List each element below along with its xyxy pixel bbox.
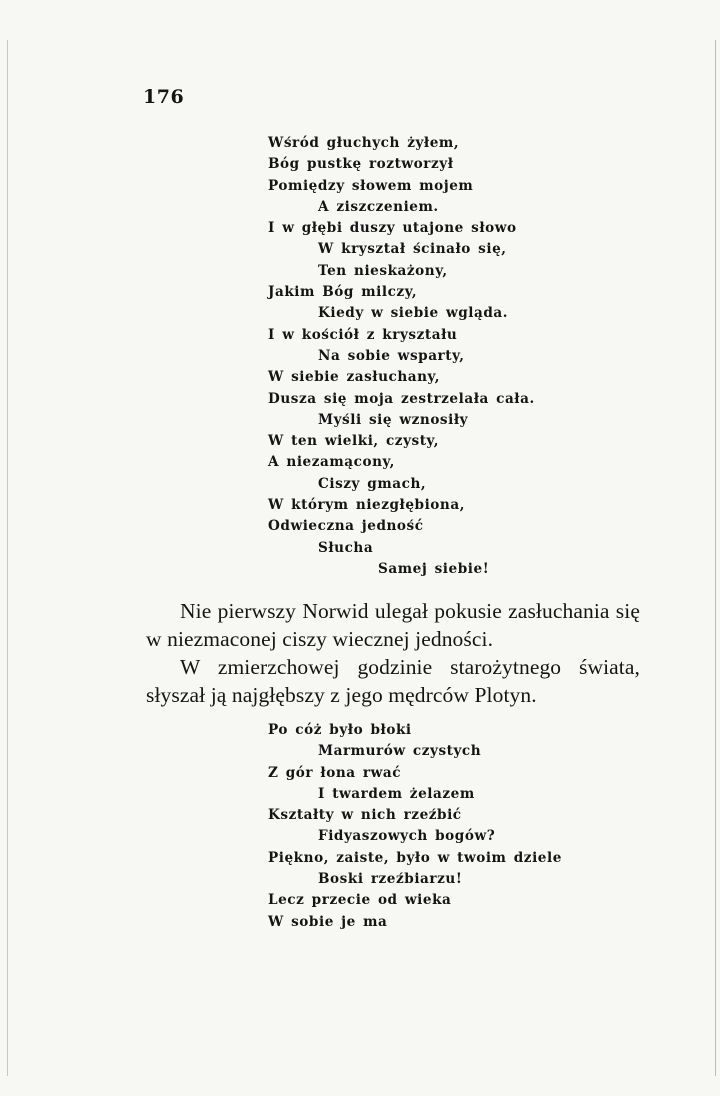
verse-line: Ten nieskażony, — [318, 262, 448, 279]
verse-line: Ciszy gmach, — [318, 475, 427, 492]
verse-line: Kształty w nich rzeźbić — [268, 807, 462, 824]
verse-line: Po cóż było błoki — [268, 722, 412, 738]
verse-line: Bóg pustkę roztworzył — [268, 156, 454, 173]
verse-line: Dusza się moja zestrzelała cała. — [268, 390, 535, 407]
verse-line: Samej siebie! — [378, 560, 490, 577]
left-page-edge — [7, 40, 8, 1076]
verse-line: A ziszczeniem. — [318, 198, 439, 215]
prose-body — [146, 597, 640, 709]
verse-line: Odwieczna jedność — [268, 518, 424, 535]
verse-line: Myśli się wznosiły — [318, 411, 469, 428]
verse-line: Marmurów czystych — [318, 743, 482, 760]
verse-line: I twardem żelazem — [318, 785, 475, 802]
verse-line: Słucha — [318, 539, 374, 556]
prose-paragraph: W zmierzchowej godzinie starożytnego świata, słyszał ją najgłębszy z jego mędrców Plotyn. — [146, 655, 640, 707]
verse-line: I w głębi duszy utajone słowo — [268, 220, 517, 237]
verse-line: Wśród głuchych żyłem, — [268, 135, 460, 151]
verse-line: Pomiędzy słowem mojem — [268, 177, 474, 194]
verse-line: Fidyaszowych bogów? — [318, 828, 496, 845]
verse-line: W ten wielki, czysty, — [268, 433, 439, 450]
poem-stanza-2 — [268, 720, 562, 933]
verse-line: I w kościół z kryształu — [268, 326, 458, 343]
verse-line: A niezamącony, — [268, 454, 395, 471]
verse-line: W którym niezgłębiona, — [268, 497, 466, 514]
right-page-edge — [715, 40, 716, 1076]
verse-line: Jakim Bóg milczy, — [268, 284, 418, 301]
verse-line: Boski rzeźbiarzu! — [318, 871, 463, 888]
verse-line: Kiedy w siebie wgląda. — [318, 305, 509, 322]
verse-line: Z gór łona rwać — [268, 764, 402, 781]
verse-line: Lecz przecie od wieka — [268, 892, 452, 909]
verse-line: W sobie je ma — [268, 913, 388, 930]
prose-paragraph: Nie pierwszy Norwid ulegał pokusie zasłuchania się w niezmaconej ciszy wiecznej jedności. — [146, 599, 640, 651]
verse-line: W siebie zasłuchany, — [268, 369, 440, 386]
page-number: 176 — [143, 86, 185, 108]
verse-line: W kryształ ścinało się, — [318, 241, 507, 258]
verse-line: Piękno, zaiste, było w twoim dziele — [268, 849, 562, 866]
poem-stanza-1 — [268, 133, 535, 580]
verse-line: Na sobie wsparty, — [318, 347, 465, 364]
